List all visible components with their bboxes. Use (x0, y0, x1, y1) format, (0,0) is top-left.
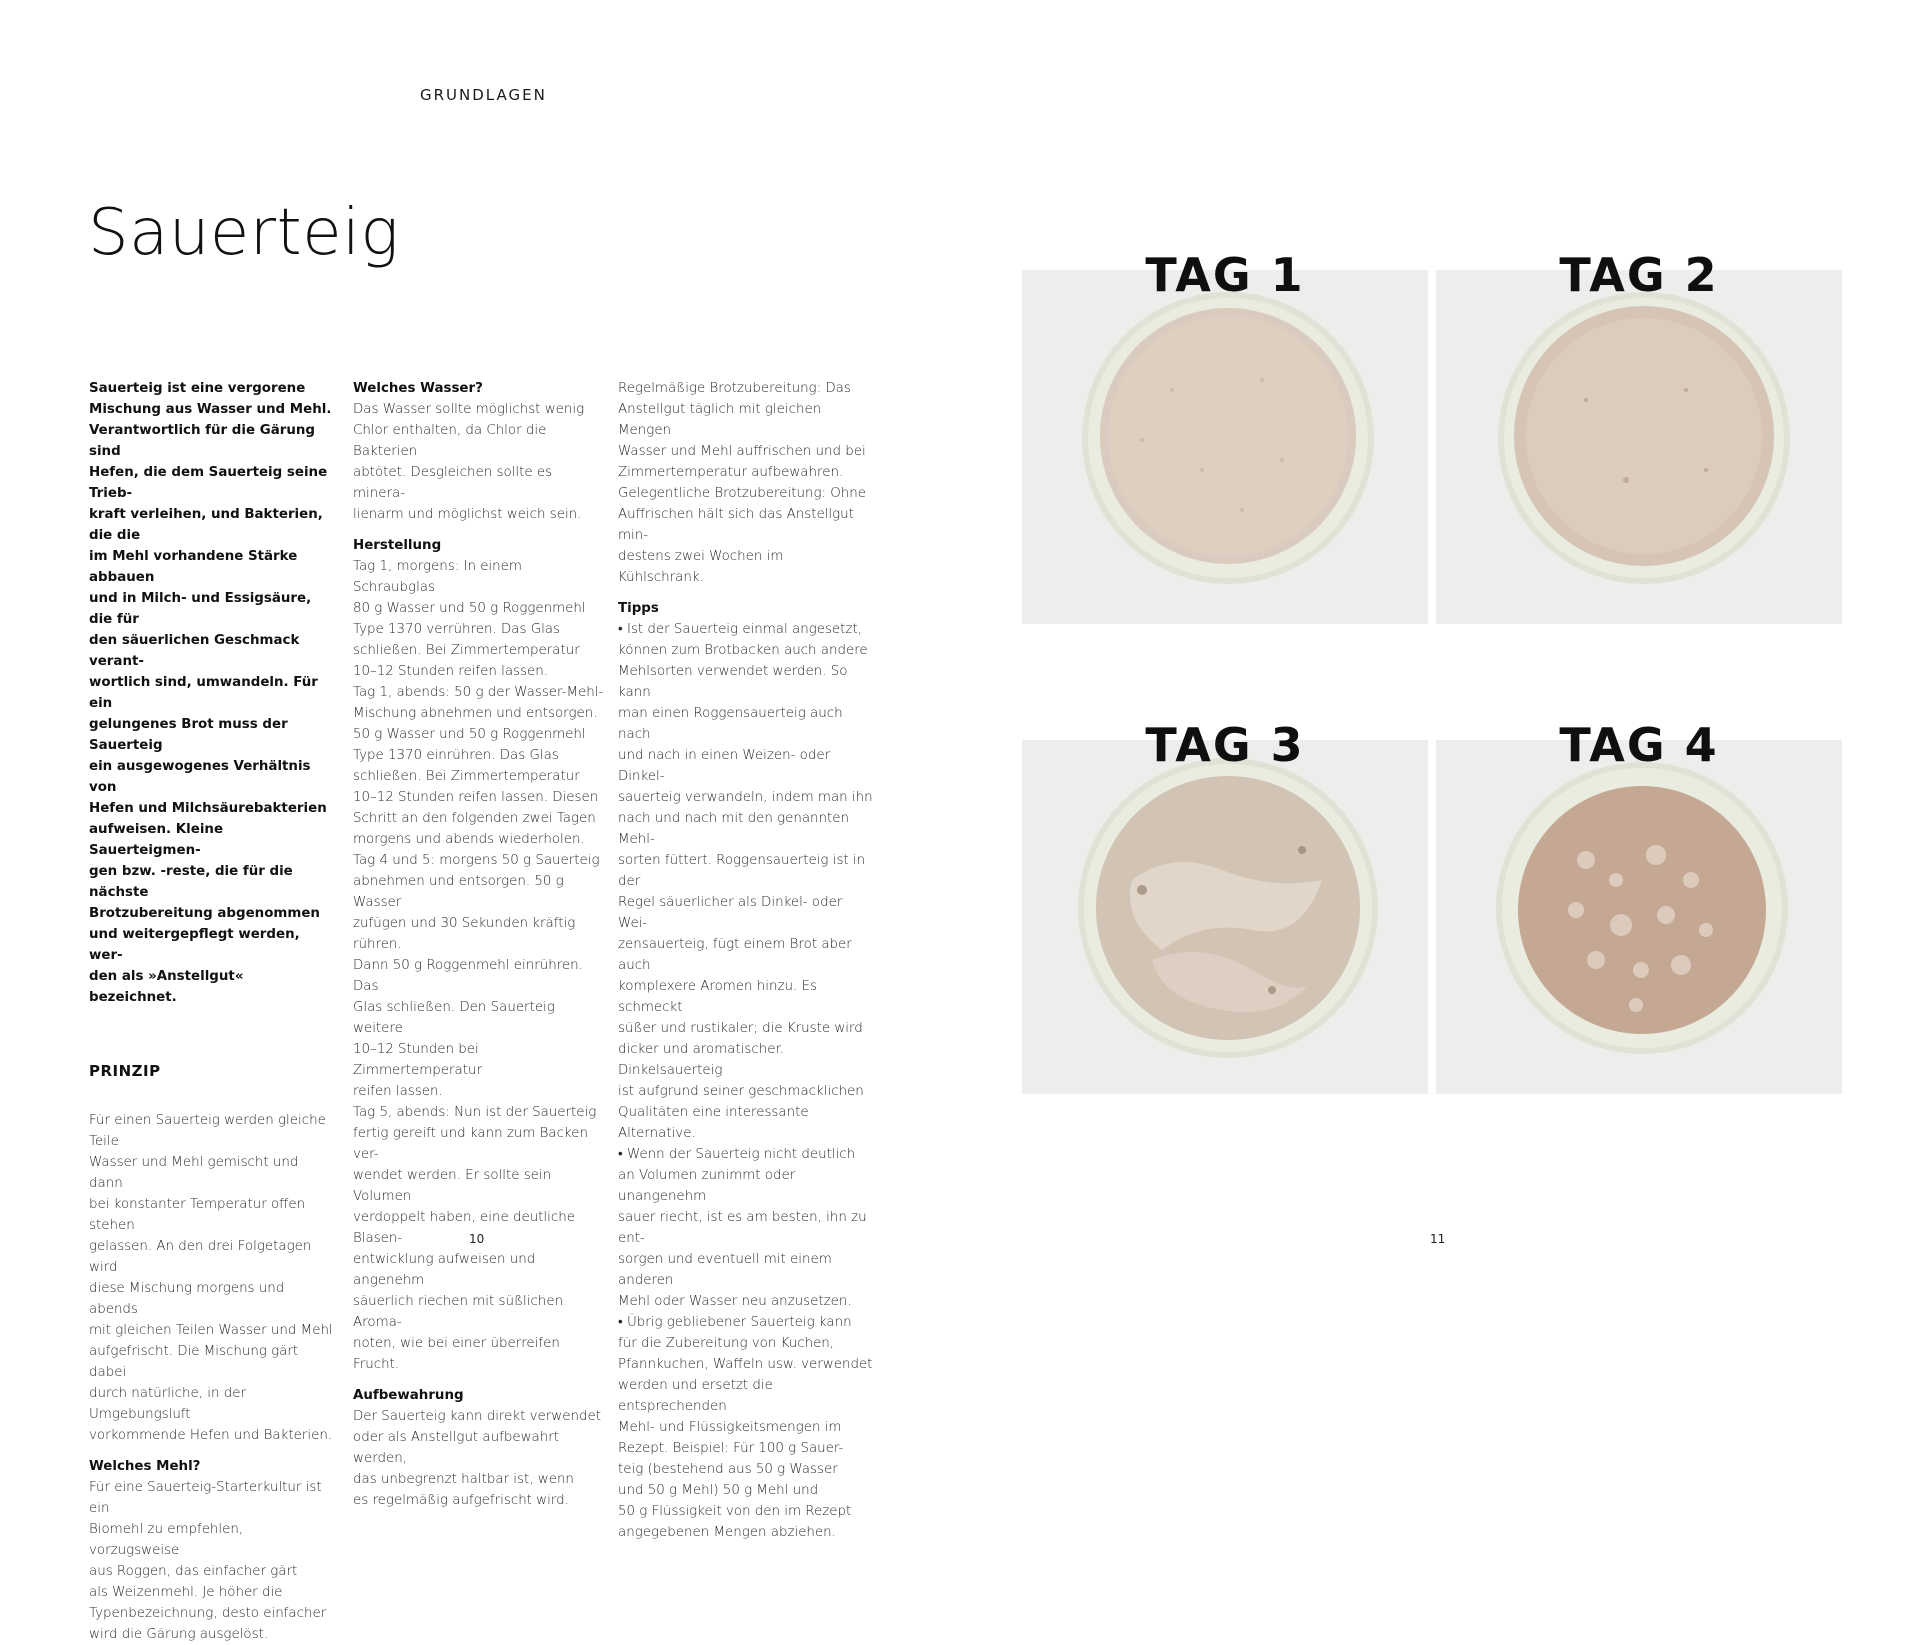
photo-tile-day2 (1436, 248, 1842, 624)
text-column-3 (618, 378, 873, 1543)
page-title: Sauerteig (88, 196, 400, 270)
jar-day2-photo (1436, 270, 1842, 624)
right-page (955, 0, 1910, 1280)
page-number-right: 11 (1430, 1232, 1446, 1246)
aufbewahrung-heading: Aufbewahrung (353, 1388, 464, 1403)
tipps-paragraph: • Ist der Sauerteig einmal angesetzt, können zum Brotbacken auch andere Mehlsorten verwendet werden. So kann man einen Roggensauerteig auch nach und nach in einen Weizen- oder Dinkel- sauerteig verwandeln, indem man ihn nach und nach mit den genannten Mehl- sorten füttert. Roggensauerteig ist in der Regel säuerlicher als Dinkel- oder Wei- zensauerteig, fügt einem Brot aber auch komplexere Aromen hinzu. Es schmeckt süßer und rustikaler; die Kruste wird dicker und aromatischer. Dinkelsauerteig ist aufgrund seiner geschmacklichen Qualitäten eine interessante Alternative. • Wenn der Sauerteig nicht deutlich an Volumen zunimmt oder unangenehm sauer riecht, ist es am besten, ihn zu ent- sorgen und eventuell mit einem anderen Mehl oder Wasser neu anzusetzen. • Übrig gebliebener Sauerteig kann für die Zubereitung von Kuchen, Pfannkuchen, Waffeln usw. verwendet werden und ersetzt die entsprechenden Mehl- und Flüssigkeitsmengen im Rezept. Beispiel: Für 100 g Sauer- teig (bestehend aus 50 g Wasser und 50 g Mehl) 50 g Mehl und 50 g Flüssigkeit von den im Rezept angegebenen Mengen abziehen. (618, 622, 873, 1540)
section-label: GRUNDLAGEN (420, 86, 547, 104)
photo-tile-day1 (1022, 248, 1428, 624)
left-page (0, 0, 955, 1642)
photo-grid (1022, 240, 1842, 1098)
tag3-label: TAG 3 (1145, 718, 1305, 772)
mehl-heading: Welches Mehl? (89, 1459, 201, 1474)
jar-day4-photo (1436, 740, 1842, 1094)
jar-day1-photo (1022, 270, 1428, 624)
photo-tile-day4 (1436, 718, 1842, 1094)
prinzip-heading: PRINZIP (89, 1062, 161, 1080)
tag2-label: TAG 2 (1559, 248, 1719, 302)
tag1-label: TAG 1 (1145, 248, 1305, 302)
tag4-label: TAG 4 (1559, 718, 1719, 772)
mehl-paragraph: Für eine Sauerteig-Starterkultur ist ein Biomehl zu empfehlen, vorzugsweise aus Roggen, das einfacher gärt als Weizenmehl. Je höher die Typenbezeichnung, desto einfacher wird die Gärung ausgelöst. (89, 1480, 327, 1642)
text-column-2 (353, 378, 608, 1511)
jar-day3-photo (1022, 740, 1428, 1094)
aufbewahrung-paragraph: Der Sauerteig kann direkt verwendet oder als Anstellgut aufbewahrt werden, das unbegrenzt haltbar ist, wenn es regelmäßig aufgefrischt wird. (353, 1409, 601, 1508)
herstellung-paragraph: Tag 1, morgens: In einem Schraubglas 80 g Wasser und 50 g Roggenmehl Type 1370 verrühren. Das Glas schließen. Bei Zimmertemperatur 10–12 Stunden reifen lassen. Tag 1, abends: 50 g der Wasser-Mehl- Mischung abnehmen und entsorgen. 50 g Wasser und 50 g Roggenmehl Type 1370 einrühren. Das Glas schließen. Bei Zimmertemperatur 10–12 Stunden reifen lassen. Diesen Schritt an den folgenden zwei Tagen morgens und abends wiederholen. Tag 4 und 5: morgens 50 g Sauerteig abnehmen und entsorgen. 50 g Wasser zufügen und 30 Sekunden kräftig rühren. Dann 50 g Roggenmehl einrühren. Das Glas schließen. Den Sauerteig weitere 10–12 Stunden bei Zimmertemperatur reifen lassen. Tag 5, abends: Nun ist der Sauerteig fertig gereift und kann zum Backen ver- wendet werden. Er sollte sein Volumen verdoppelt haben, eine deutliche Blasen- entwicklung aufweisen und angenehm säuerlich riechen mit süßlichen Aroma- noten, wie bei einer überreifen Frucht. (353, 559, 604, 1372)
herstellung-heading: Herstellung (353, 538, 442, 553)
photo-tile-day3 (1022, 718, 1428, 1094)
lead-paragraph: Sauerteig ist eine vergorene Mischung aus Wasser und Mehl. Verantwortlich für die Gärung sind Hefen, die dem Sauerteig seine Trieb- kraft verleihen, und Bakterien, die die im Mehl vorhandene Stärke abbauen und in Milch- und Essigsäure, die für den säuerlichen Geschmack verant- wortlich sind, umwandeln. Für ein gelungenes Brot muss der Sauerteig ein ausgewogenes Verhältnis von Hefen und Milchsäurebakterien aufweisen. Kleine Sauerteigmen- gen bzw. -reste, die für die nächste Brotzubereitung abgenommen und weitergepflegt werden, wer- den als »Anstellgut« bezeichnet. (89, 381, 332, 1005)
anstellgut-paragraph: Regelmäßige Brotzubereitung: Das Anstellgut täglich mit gleichen Mengen Wasser und Mehl auffrischen und bei Zimmertemperatur aufbewahren. Gelegentliche Brotzubereitung: Ohne Auffrischen hält sich das Anstellgut min- destens zwei Wochen im Kühlschrank. (618, 381, 866, 585)
wasser-heading: Welches Wasser? (353, 381, 483, 396)
page-number-left: 10 (469, 1232, 485, 1246)
wasser-paragraph: Das Wasser sollte möglichst wenig Chlor enthalten, da Chlor die Bakterien abtötet. Desgleichen sollte es minera- lienarm und möglichst weich sein. (353, 402, 585, 522)
text-column-1 (89, 378, 334, 1645)
prinzip-paragraph: Für einen Sauerteig werden gleiche Teile Wasser und Mehl gemischt und dann bei konstanter Temperatur offen stehen gelassen. An den drei Folgetagen wird diese Mischung morgens und abends mit gleichen Teilen Wasser und Mehl aufgefrischt. Die Mischung gärt dabei durch natürliche, in der Umgebungsluft vorkommende Hefen und Bakterien. (89, 1113, 333, 1443)
tipps-heading: Tipps (618, 601, 659, 616)
